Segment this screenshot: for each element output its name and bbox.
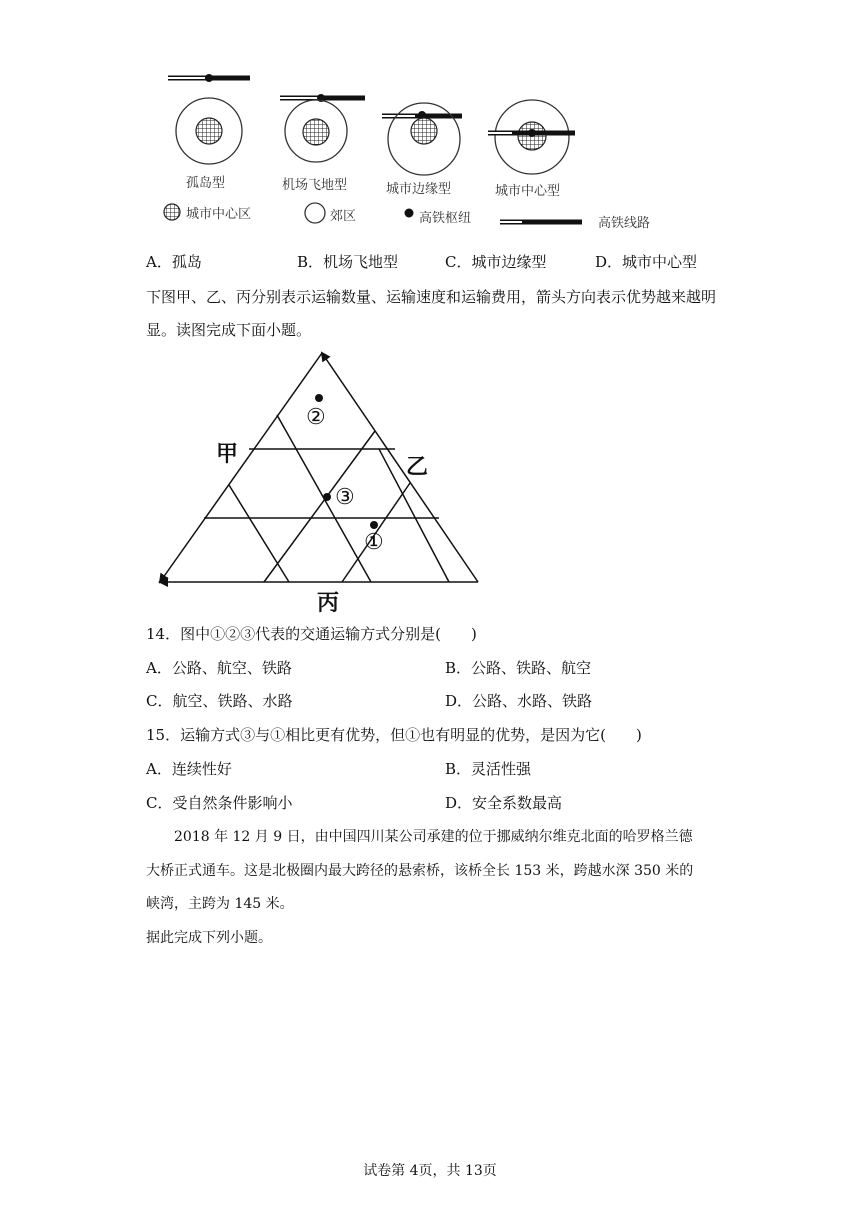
model-label-airport: 机场飞地型 [282,178,348,193]
point-3-dot [323,493,331,501]
intro-line-1: 下图甲、乙、丙分别表示运输数量、运输速度和运输费用，箭头方向表示优势越来越明 [146,288,717,306]
triangle-label-bottom: 丙 [317,590,340,616]
q13-option-d: D．城市中心型 [595,253,698,271]
intro-line-2: 显。读图完成下面小题。 [146,321,312,339]
point-2-dot [315,394,323,402]
q15-stem: 15．运输方式③与①相比更有优势，但①也有明显的优势，是因为它( ) [146,726,642,744]
q14-stem: 14．图中①②③代表的交通运输方式分别是( ) [146,625,477,643]
q14-option-b: B．公路、铁路、航空 [445,659,592,677]
model-airport [280,94,365,162]
passage-line-3: 峡湾，主跨为 145 米。 [146,896,294,912]
page-footer: 试卷第 4页，共 13页 [363,1163,497,1179]
legend-center-label: 城市中心区 [186,207,252,222]
model-label-isolated: 孤岛型 [186,176,226,191]
q15-option-c: C．受自然条件影响小 [146,794,293,812]
triangle-label-right: 乙 [406,454,429,480]
q14-option-d: D．公路、水路、铁路 [445,692,593,710]
q15-option-d: D．安全系数最高 [445,794,563,812]
model-label-center: 城市中心型 [495,184,561,199]
model-label-edge: 城市边缘型 [386,182,452,197]
triangle-label-left: 甲 [216,441,239,467]
point-3-label: ③ [335,485,355,510]
point-2-label: ② [306,405,326,430]
passage-line-2: 大桥正式通车。这是北极圈内最大跨径的悬索桥，该桥全长 153 米，跨越水深 350 米的 [146,863,694,879]
edge-left-arrow [160,353,322,582]
q14-option-a: A．公路、航空、铁路 [146,659,292,677]
model-center [488,100,575,174]
legend-line-label: 高铁线路 [598,216,651,231]
edge-right-arrow [322,353,478,582]
point-1-label: ① [364,530,384,555]
passage-line-1: 2018 年 12 月 9 日，由中国四川某公司承建的位于挪威纳尔维克北面的哈罗格兰德 [174,829,693,845]
model-isolated [168,74,250,164]
q13-option-b: B．机场飞地型 [297,253,399,271]
model-edge [382,103,462,175]
transport-triangle-figure [150,345,490,615]
q14-option-c: C．航空、铁路、水路 [146,692,293,710]
q15-option-a: A．连续性好 [146,760,232,778]
q15-option-b: B．灵活性强 [445,760,532,778]
legend-suburb-label: 郊区 [330,209,357,224]
passage-line-4: 据此完成下列小题。 [146,930,272,946]
q13-option-c: C．城市边缘型 [445,253,547,271]
legend-hub-label: 高铁枢纽 [419,211,472,226]
q13-option-a: A．孤岛 [146,253,202,271]
point-1-dot [370,521,378,529]
